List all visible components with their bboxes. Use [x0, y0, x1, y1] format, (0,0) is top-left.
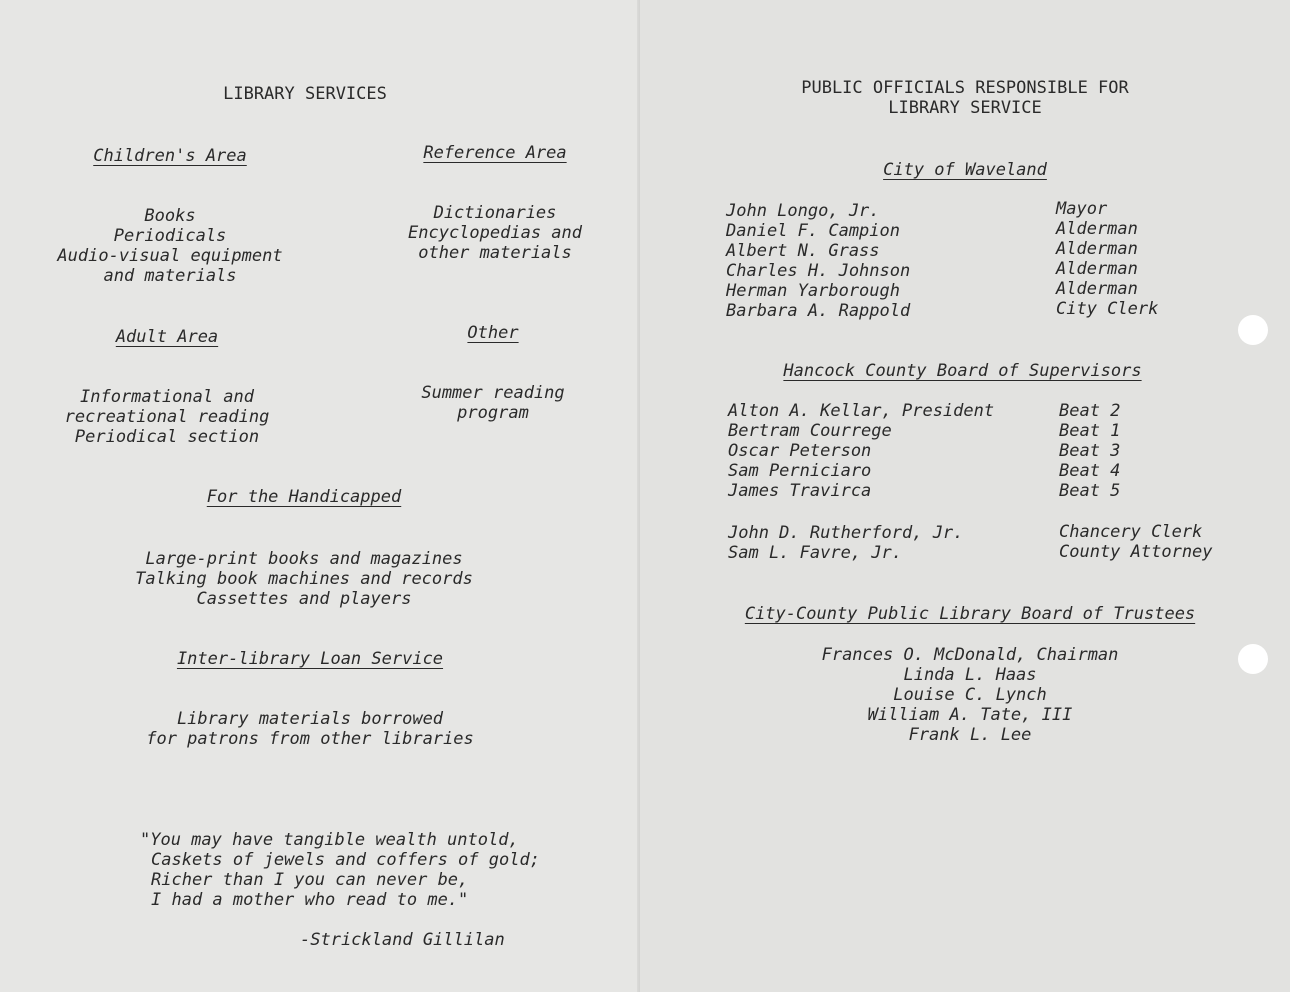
poem-line: "You may have tangible wealth untold,: [140, 830, 519, 850]
supervisor-name: Sam Perniciaro: [728, 461, 872, 481]
childrens-area-heading: Children's Area: [93, 146, 247, 166]
loan-item: for patrons from other libraries: [146, 729, 474, 749]
supervisor-beat: Beat 2: [1059, 401, 1121, 421]
supervisor-beat: Beat 5: [1059, 481, 1121, 501]
supervisor-name: Bertram Courrege: [728, 421, 892, 441]
handicapped-item: Large-print books and magazines: [145, 549, 463, 569]
official-role: Alderman: [1056, 219, 1138, 239]
loan-heading: Inter-library Loan Service: [176, 649, 444, 669]
other-section: [343, 323, 643, 423]
poem-author: -Strickland Gillilan: [300, 930, 505, 950]
other-item: Summer reading: [421, 383, 565, 403]
left-page: [0, 0, 640, 992]
handicapped-item: Talking book machines and records: [135, 569, 473, 589]
trustees-heading: City-County Public Library Board of Trustees: [744, 604, 1196, 624]
official-role: Alderman: [1056, 279, 1138, 299]
officials-title-line2: LIBRARY SERVICE: [888, 98, 1042, 118]
handicapped-item: Cassettes and players: [196, 589, 412, 609]
childrens-item: Audio-visual equipment: [57, 246, 283, 266]
city-names: [726, 201, 1026, 321]
trustee-name: Frances O. McDonald, Chairman: [821, 645, 1119, 665]
official-role: Alderman: [1056, 239, 1138, 259]
childrens-area-section: [20, 146, 320, 286]
other-item: program: [457, 403, 529, 423]
handicapped-section: [104, 487, 504, 609]
county-heading: Hancock County Board of Supervisors: [783, 361, 1142, 381]
handicapped-heading: For the Handicapped: [206, 487, 402, 507]
adult-area-heading: Adult Area: [115, 327, 219, 347]
trustee-name: Louise C. Lynch: [893, 685, 1047, 705]
county-officer-name: Sam L. Favre, Jr.: [728, 543, 902, 563]
poem-line: Richer than I you can never be,: [151, 870, 469, 890]
officials-title-line1: PUBLIC OFFICIALS RESPONSIBLE FOR: [801, 78, 1129, 98]
trustee-name: William A. Tate, III: [867, 705, 1073, 725]
reference-item: Dictionaries: [433, 203, 557, 223]
adult-area-section: [17, 327, 317, 447]
other-heading: Other: [467, 323, 519, 343]
poem-line: Caskets of jewels and coffers of gold;: [151, 850, 540, 870]
official-role: Mayor: [1056, 199, 1108, 219]
loan-section: [110, 649, 510, 749]
library-services-title: LIBRARY SERVICES: [223, 84, 387, 104]
adult-item: recreational reading: [64, 407, 270, 427]
reference-area-heading: Reference Area: [423, 143, 567, 163]
county-officer-role: County Attorney: [1059, 542, 1213, 562]
trustees-list: [770, 645, 1170, 745]
reference-item: Encyclopedias and: [408, 223, 582, 243]
right-page: [640, 0, 1290, 992]
official-role: City Clerk: [1056, 299, 1159, 319]
county-officers-roles: [1059, 522, 1279, 562]
county-roles: [1059, 401, 1259, 501]
county-names: [728, 401, 1028, 501]
trustee-name: Linda L. Haas: [903, 665, 1037, 685]
official-role: Alderman: [1056, 259, 1138, 279]
supervisor-name: Alton A. Kellar, President: [728, 401, 995, 421]
reference-item: other materials: [418, 243, 572, 263]
official-name: John Longo, Jr.: [726, 201, 880, 221]
city-heading: City of Waveland: [883, 160, 1047, 180]
childrens-item: Books: [144, 206, 196, 226]
county-officer-role: Chancery Clerk: [1059, 522, 1203, 542]
city-roles: [1056, 199, 1256, 319]
supervisor-beat: Beat 1: [1059, 421, 1121, 441]
official-name: Daniel F. Campion: [726, 221, 900, 241]
childrens-item: Periodicals: [113, 226, 227, 246]
punch-hole-bottom: [1238, 644, 1268, 674]
adult-item: Informational and: [80, 387, 254, 407]
punch-hole-top: [1238, 315, 1268, 345]
reference-area-section: [345, 143, 645, 263]
county-officer-name: John D. Rutherford, Jr.: [728, 523, 964, 543]
trustee-name: Frank L. Lee: [908, 725, 1032, 745]
official-name: Herman Yarborough: [726, 281, 900, 301]
official-name: Albert N. Grass: [726, 241, 880, 261]
poem: [140, 830, 560, 910]
poem-line: I had a mother who read to me.": [151, 890, 469, 910]
county-officers-names: [728, 523, 1028, 563]
supervisor-name: James Travirca: [728, 481, 872, 501]
childrens-item: and materials: [103, 266, 237, 286]
official-name: Charles H. Johnson: [726, 261, 911, 281]
supervisor-beat: Beat 3: [1059, 441, 1121, 461]
supervisor-name: Oscar Peterson: [728, 441, 872, 461]
official-name: Barbara A. Rappold: [726, 301, 911, 321]
loan-item: Library materials borrowed: [176, 709, 444, 729]
adult-item: Periodical section: [74, 427, 260, 447]
supervisor-beat: Beat 4: [1059, 461, 1121, 481]
